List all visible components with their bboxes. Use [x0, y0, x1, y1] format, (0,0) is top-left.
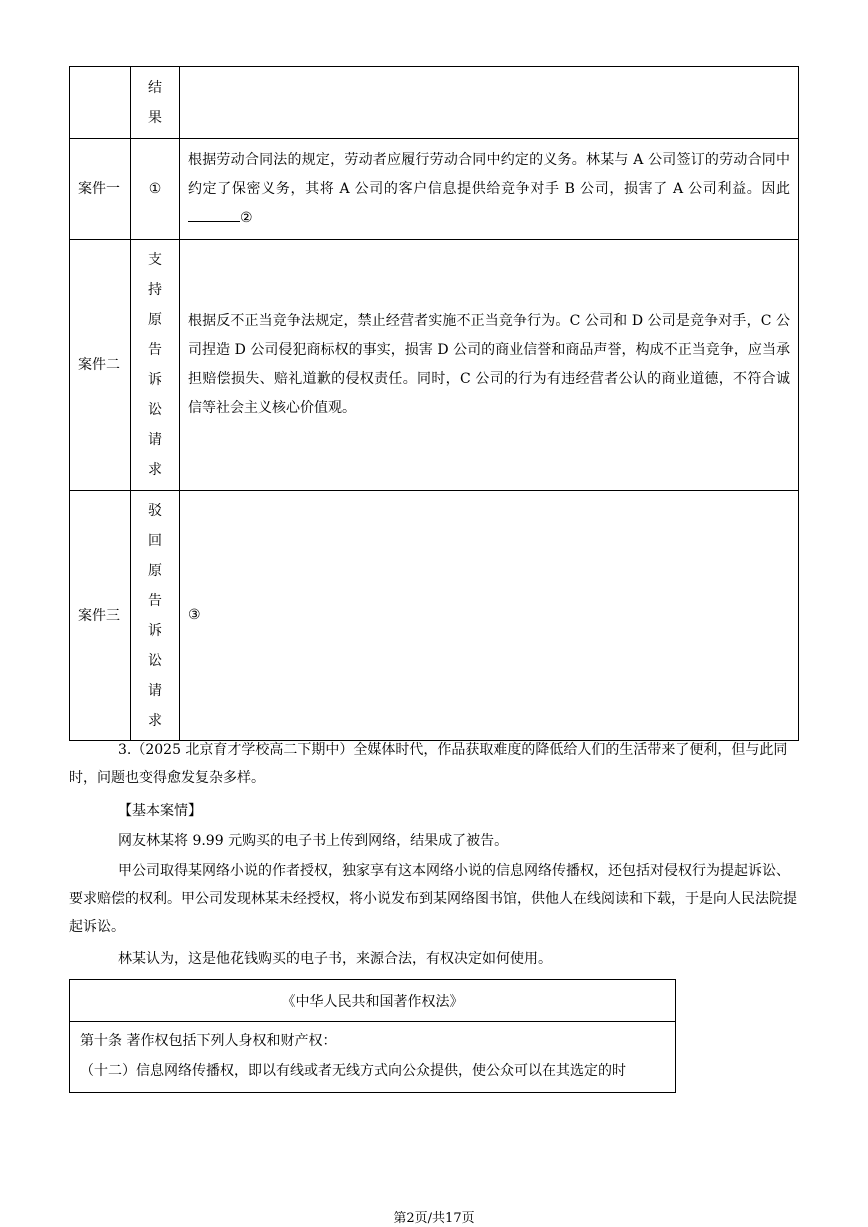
question-intro: 3.（2025 北京育才学校高二下期中）全媒体时代，作品获取难度的降低给人们的生活带来了便利，但与此同时，问题也变得愈发复杂多样。 [69, 742, 788, 786]
law-title: 《中华人民共和国著作权法》 [70, 980, 676, 1022]
case-table [69, 66, 799, 741]
answer-blank [188, 207, 240, 222]
case-label: 案件二 [70, 240, 131, 491]
reason-text-pre: 根据劳动合同法的规定，劳动者应履行劳动合同中约定的义务。林某与 A 公司签订的劳动合同中约定了保密义务，其将 A 公司的客户信息提供给竞争对手 B 公司，损害了 A 公司利益。因此 [188, 151, 790, 197]
verdict-label: 结果 [148, 79, 162, 126]
case-paragraph-2: 甲公司取得某网络小说的作者授权，独家享有这本网络小说的信息网络传播权，还包括对侵权行为提起诉讼、要求赔偿的权利。甲公司发现林某未经授权，将小说发布到某网络图书馆，供他人在线阅读和下载，于是向人民法院提起诉讼。 [69, 863, 797, 935]
reason-text: 根据反不正当竞争法规定，禁止经营者实施不正当竞争行为。C 公司和 D 公司是竞争对手，C 公司捏造 D 公司侵犯商标权的事实，损害 D 公司的商业信誉和商品声誉，构成不正当竞争，应当承担赔偿损失、赔礼道歉的侵权责任。同时，C 公司的行为有违经营者公认的商业道德，不符合诚信等社会主义核心价值观。 [180, 240, 799, 491]
verdict-cell [131, 491, 180, 741]
law-article-line: 第十条 著作权包括下列人身权和财产权： [80, 1033, 337, 1049]
reason-cell [180, 67, 799, 139]
section-heading: 【基本案情】 [118, 803, 202, 819]
reason-text-post: ② [240, 209, 253, 226]
reason-text [180, 139, 799, 240]
reason-placeholder: ③ [180, 491, 799, 741]
table-row [70, 67, 799, 139]
table-row [70, 491, 799, 741]
law-clause-line: （十二）信息网络传播权，即以有线或者无线方式向公众提供，使公众可以在其选定的时 [80, 1063, 626, 1079]
law-body [70, 1022, 676, 1093]
verdict-cell [131, 240, 180, 491]
table-row [70, 980, 676, 1022]
case-label: 案件一 [70, 139, 131, 240]
case-paragraph-1: 网友林某将 9.99 元购买的电子书上传到网络，结果成了被告。 [118, 833, 509, 849]
case-paragraph-3: 林某认为，这是他花钱购买的电子书，来源合法，有权决定如何使用。 [118, 951, 552, 967]
verdict-label: 支持原告诉讼请求 [148, 252, 162, 478]
table-row [70, 139, 799, 240]
page-number: 第2页/共17页 [393, 1211, 475, 1226]
law-excerpt-box [69, 979, 676, 1093]
case-label-cell [70, 67, 131, 139]
verdict-placeholder: ① [131, 139, 180, 240]
table-row [70, 240, 799, 491]
table-row [70, 1022, 676, 1093]
verdict-cell [131, 67, 180, 139]
case-label: 案件三 [70, 491, 131, 741]
verdict-label: 驳回原告诉讼请求 [148, 502, 162, 729]
